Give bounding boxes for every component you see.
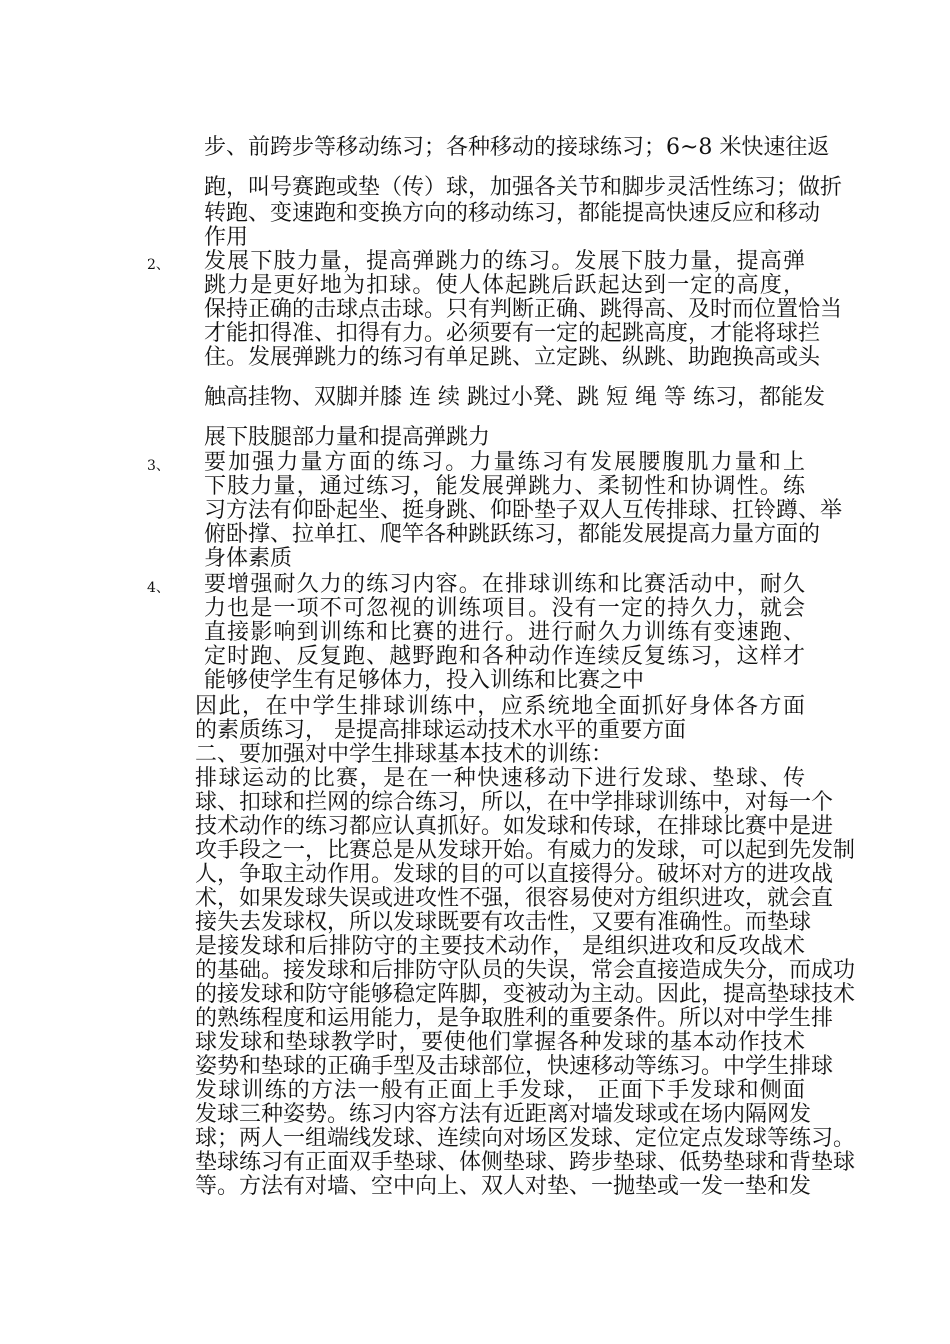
text-line: 发球训练的方法一般有正面上手发球， 正面下手发球和侧面 (195, 1078, 805, 1103)
list-number: 4、 (147, 580, 170, 596)
text-line: 步、前跨步等移动练习；各种移动的接球练习；6~8 米快速往返 (204, 135, 830, 160)
text-line: 发展下肢力量，提高弹跳力的练习。发展下肢力量，提高弹 (204, 249, 805, 274)
text-line: 要增强耐久力的练习内容。在排球训练和比赛活动中，耐久 (204, 572, 805, 597)
text-line: 保持正确的击球点击球。只有判断正确、跳得高、及时而位置恰当 (204, 297, 843, 322)
text-line: 跳力是更好地为扣球。使人体起跳后跃起达到一定的高度， (204, 273, 805, 298)
text-line: 转跑、变速跑和变换方向的移动练习，都能提高快速反应和移动 (204, 201, 821, 226)
text-line: 球；两人一组端线发球、连续向对场区发球、定位定点发球等练习。 (195, 1126, 856, 1151)
text-line: 发球三种姿势。练习内容方法有近距离对墙发球或在场内隔网发 (195, 1102, 812, 1127)
text-line: 俯卧撑、拉单扛、爬竿各种跳跃练习，都能发展提高力量方面的 (204, 522, 821, 547)
text-line: 直接影响到训练和比赛的进行。进行耐久力训练有变速跑、 (204, 620, 805, 645)
text-line: 攻手段之一，比赛总是从发球开始。有威力的发球，可以起到先发制 (195, 838, 856, 863)
text-line: 定时跑、反复跑、越野跑和各种动作连续反复练习，这样才 (204, 644, 805, 669)
section-heading: 二、要加强对中学生排球基本技术的训练： (195, 742, 614, 767)
text-line: 球发球和垫球教学时，要使他们掌握各种发球的基本动作技术 (195, 1030, 805, 1055)
text-line: 接失去发球权，所以发球既要有攻击性，又要有准确性。而垫球 (195, 910, 812, 935)
text-line: 触高挂物、双脚并膝 连 续 跳过小凳、跳 短 绳 等 练习，都能发 (204, 385, 825, 410)
text-line: 的基础。接发球和后排防守队员的失误，常会直接造成失分，而成功 (195, 958, 856, 983)
text-line: 能够使学生有足够体力，投入训练和比赛之中 (204, 668, 645, 693)
text-line: 要加强力量方面的练习。力量练习有发展腰腹肌力量和上 (204, 450, 805, 475)
text-line: 展下肢腿部力量和提高弹跳力 (204, 425, 491, 450)
text-line: 的素质练习， 是提高排球运动技术水平的重要方面 (195, 718, 686, 743)
text-line: 下肢力量，通过练习，能发展弹跳力、柔韧性和协调性。练 (204, 474, 805, 499)
text-line: 姿势和垫球的正确手型及击球部位，快速移动等练习。中学生排球 (195, 1054, 834, 1079)
text-line: 习方法有仰卧起坐、挺身跳、仰卧垫子双人互传排球、扛铃蹲、举 (204, 498, 843, 523)
list-number: 2、 (147, 257, 170, 273)
text-line: 术，如果发球失误或进攻性不强，很容易使对方组织进攻，就会直 (195, 886, 834, 911)
text-line: 等。方法有对墙、空中向上、双人对垫、一抛垫或一发一垫和发 (195, 1174, 812, 1199)
text-line: 跑，叫号赛跑或垫（传）球，加强各关节和脚步灵活性练习；做折 (204, 175, 843, 200)
text-line: 的熟练程度和运用能力，是争取胜利的重要条件。所以对中学生排 (195, 1006, 834, 1031)
text-line: 人，争取主动作用。发球的目的可以直接得分。破坏对方的进攻战 (195, 862, 834, 887)
list-number: 3、 (147, 458, 170, 474)
text-line: 是接发球和后排防守的主要技术动作， 是组织进攻和反攻战术 (195, 934, 805, 959)
text-line: 力也是一项不可忽视的训练项目。没有一定的持久力，就会 (204, 596, 805, 621)
text-line: 排球运动的比赛，是在一种快速移动下进行发球、垫球、传 (195, 766, 805, 791)
text-line: 才能扣得准、扣得有力。必须要有一定的起跳高度，才能将球拦 (204, 321, 821, 346)
text-line: 住。发展弹跳力的练习有单足跳、立定跳、纵跳、助跑换高或头 (204, 345, 821, 370)
text-line: 球、扣球和拦网的综合练习，所以，在中学排球训练中，对每一个 (195, 790, 834, 815)
text-line: 技术动作的练习都应认真抓好。如发球和传球，在排球比赛中是进 (195, 814, 834, 839)
text-line: 的接发球和防守能够稳定阵脚，变被动为主动。因此，提高垫球技术 (195, 982, 856, 1007)
text-line: 作用 (204, 225, 249, 250)
text-line: 身体素质 (204, 546, 293, 571)
text-line: 因此，在中学生排球训练中，应系统地全面抓好身体各方面 (195, 694, 805, 719)
text-line: 垫球练习有正面双手垫球、体侧垫球、跨步垫球、低势垫球和背垫球 (195, 1150, 856, 1175)
